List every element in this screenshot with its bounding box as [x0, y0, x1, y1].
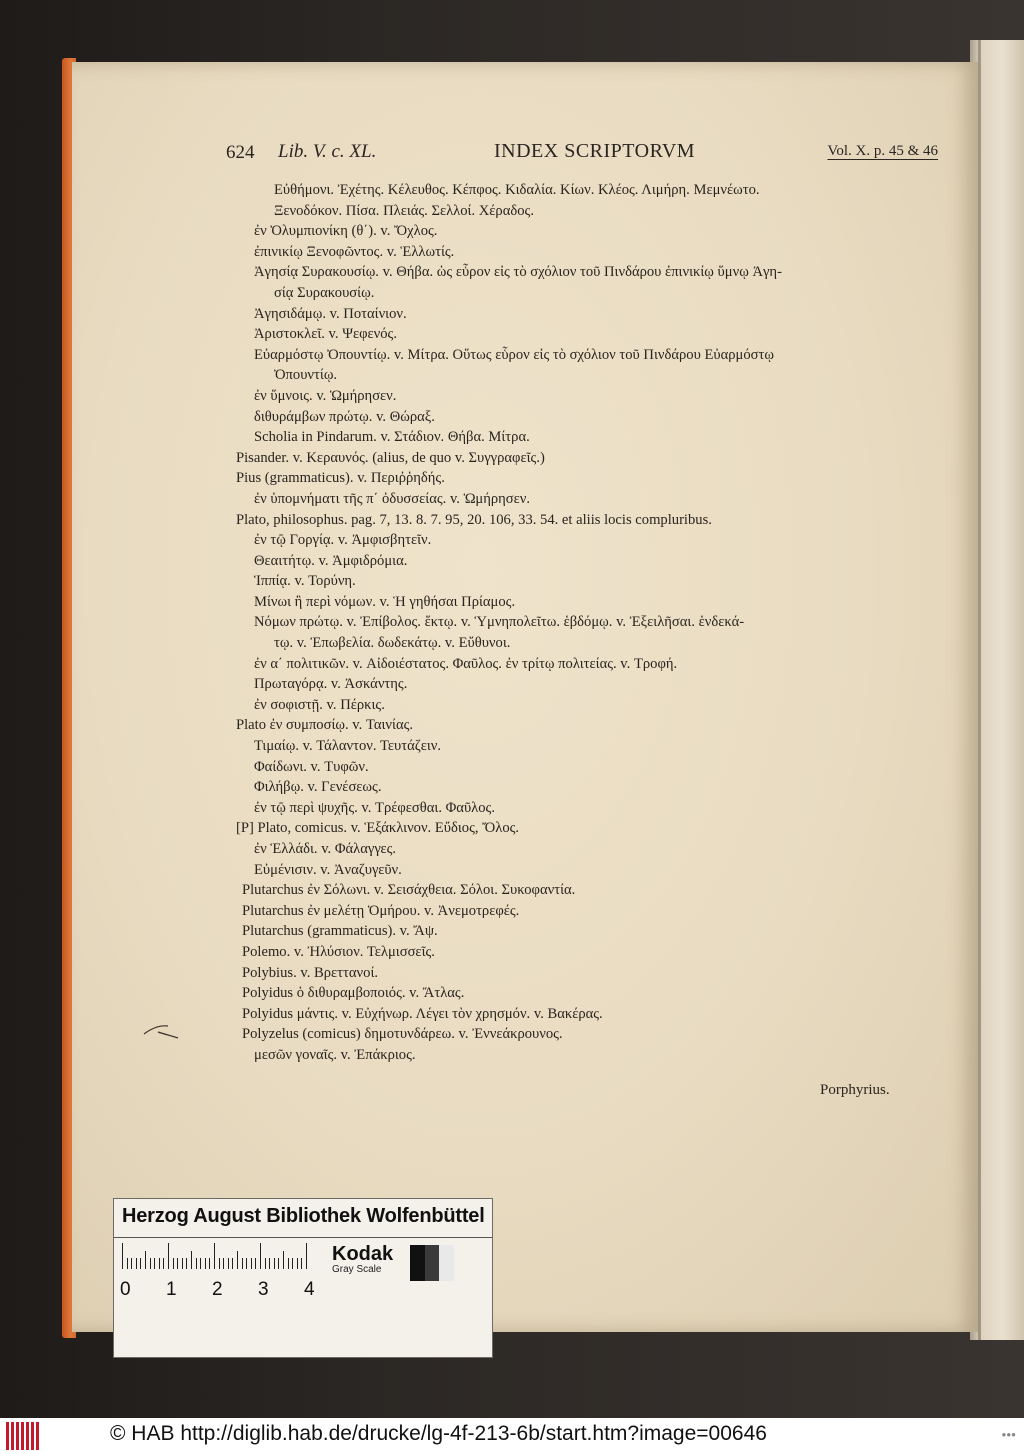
index-line: Ἱππίᾳ. v. Τορύνη. — [254, 573, 356, 590]
index-line: Plutarchus ἐν μελέτῃ Ὁμήρου. v. Ἀνεμοτρεφές. — [242, 902, 520, 919]
index-line: ἐν ὕμνοις. v. Ὡμήρησεν. — [254, 387, 397, 404]
kodak-subtitle: Gray Scale — [332, 1264, 382, 1275]
index-line: ἐν α΄ πολιτικῶν. v. Αἰδοιέστατος. Φαῦλος. ἐν τρίτῳ πολιτείας. v. Τροφή. — [254, 655, 678, 672]
index-line: Ὀπουντίῳ. — [274, 367, 338, 384]
ruler-tick — [274, 1258, 275, 1269]
index-line: Polemo. v. Ἠλύσιον. Τελμισσεῖς. — [242, 943, 435, 960]
index-line: Θεαιτήτῳ. v. Ἀμφιδρόμια. — [254, 552, 408, 569]
index-line: ἐν ὑπομνήματι τῆς π΄ ὀδυσσείας. v. Ὡμήρησεν. — [254, 490, 531, 507]
ruler-tick — [209, 1258, 210, 1269]
ruler-tick — [255, 1258, 256, 1269]
ruler-number: 4 — [304, 1279, 315, 1300]
ruler-number: 0 — [120, 1279, 131, 1300]
ruler-tick — [265, 1258, 266, 1269]
index-line: Εὐμένισιν. v. Ἀναζυγεῦν. — [254, 861, 402, 878]
ruler-tick — [186, 1258, 187, 1269]
gray-swatches — [410, 1245, 454, 1281]
index-line: Εὐθήμονι. Ἐχέτης. Κέλευθος. Κέπφος. Κιδαλία. Κίων. Κλέος. Λιμήρη. Μεμνέωτο. — [274, 182, 760, 198]
ruler-tick — [283, 1251, 284, 1269]
ruler-tick — [246, 1258, 247, 1269]
ruler-tick — [214, 1243, 215, 1269]
ruler-tick — [242, 1258, 243, 1269]
ruler-tick — [269, 1258, 270, 1269]
ruler-tick — [251, 1258, 252, 1269]
index-line: Εὐαρμόστῳ Ὀπουντίῳ. v. Μίτρα. Οὕτως εὗρον εἰς τὸ σχόλιον τοῦ Πινδάρου Εὐαρμόστῳ — [254, 346, 774, 363]
index-line: ἐν τῷ Γοργίᾳ. v. Ἀμφισβητεῖν. — [254, 532, 432, 549]
ruler-tick — [200, 1258, 201, 1269]
copyright-url: © HAB http://diglib.hab.de/drucke/lg-4f-213-6b/start.htm?image=00646 — [110, 1422, 767, 1445]
ruler-tick — [154, 1258, 155, 1269]
ruler-tick — [173, 1258, 174, 1269]
ruler-tick — [131, 1258, 132, 1269]
ruler-tick — [140, 1258, 141, 1269]
ruler-tick — [177, 1258, 178, 1269]
ruler-tick — [237, 1251, 238, 1269]
index-line: Ἀγησίᾳ Συρακουσίῳ. v. Θήβα. ὡς εὗρον εἰς τὸ σχόλιον τοῦ Πινδάρου ἐπινικίῳ ὕμνῳ Ἀγη- — [254, 264, 782, 281]
ruler-tick — [145, 1251, 146, 1269]
index-line: Μίνωι ἢ περὶ νόμων. v. Ἡ γηθήσαι Πρίαμος. — [254, 593, 516, 610]
ruler-tick — [306, 1243, 307, 1269]
index-line: Scholia in Pindarum. v. Στάδιον. Θήβα. Μίτρα. — [254, 429, 530, 446]
index-line: Φιλήβῳ. v. Γενέσεως. — [254, 779, 382, 796]
library-name: Herzog August Bibliothek Wolfenbüttel — [122, 1205, 485, 1227]
index-line: Φαίδωνι. v. Τυφῶν. — [254, 758, 369, 775]
ruler-tick — [278, 1258, 279, 1269]
index-line: τῳ. v. Ἐπωβελία. δωδεκάτῳ. v. Εὔθυνοι. — [274, 635, 511, 652]
index-line: Polyzelus (comicus) δημοτυνδάρεω. v. Ἐννεάκρουνος. — [242, 1026, 563, 1043]
index-line: Plutarchus ἐν Σόλωνι. v. Σεισάχθεια. Σόλοι. Συκοφαντία. — [242, 882, 576, 899]
ruler-number: 2 — [212, 1279, 223, 1300]
index-line: σίᾳ Συρακουσίῳ. — [274, 284, 375, 301]
index-line: Νόμων πρώτῳ. v. Ἐπίβολος. ἕκτῳ. v. Ὑμνηπολεῖτω. ἑβδόμῳ. v. Ἐξειλῆσαι. ἑνδεκά- — [254, 614, 745, 631]
ruler-tick — [136, 1258, 137, 1269]
ruler-tick — [228, 1258, 229, 1269]
index-line: ἐν Ὀλυμπιονίκη (θ΄). v. Ὄχλος. — [254, 223, 438, 240]
facing-page-edge — [970, 40, 1024, 1340]
ruler-tick — [150, 1258, 151, 1269]
ruler-tick — [182, 1258, 183, 1269]
ruler-tick — [191, 1251, 192, 1269]
ruler-tick — [127, 1258, 128, 1269]
index-line: Pisander. v. Κεραυνός. (alius, de quo v. Συγγραφεῖς.) — [236, 449, 545, 466]
index-line: ἐν τῷ περὶ ψυχῆς. v. Τρέφεσθαι. Φαῦλος. — [254, 799, 495, 816]
ruler-tick — [223, 1258, 224, 1269]
ruler-number: 3 — [258, 1279, 269, 1300]
ruler-tick — [168, 1243, 169, 1269]
ruler-tick — [301, 1258, 302, 1269]
volume-reference: Vol. X. p. 45 & 46 — [827, 143, 938, 159]
catchword: Porphyrius. — [820, 1082, 890, 1098]
ruler-tick — [159, 1258, 160, 1269]
ruler-tick — [260, 1243, 261, 1269]
index-line: Plato, philosophus. pag. 7, 13. 8. 7. 95, 20. 106, 33. 54. et aliis locis compluribus. — [236, 511, 712, 528]
ruler-tick — [122, 1243, 123, 1269]
library-color-plate — [113, 1198, 493, 1358]
ruler-tick — [205, 1258, 206, 1269]
ruler-number: 1 — [166, 1279, 177, 1300]
index-line: Plato ἐν συμποσίῳ. v. Ταινίας. — [236, 717, 414, 734]
index-entries — [236, 180, 936, 1066]
ruler-tick — [297, 1258, 298, 1269]
index-line: [P] Plato, comicus. v. Ἑξάκλινον. Εὔδιος, Ὄλος. — [236, 820, 520, 837]
index-line: Polybius. v. Βρεττανοί. — [242, 964, 379, 981]
page-number: 624 — [226, 142, 255, 163]
index-line: μεσῶν γοναῖς. v. Ἐπάκριος. — [254, 1046, 416, 1063]
index-line: ἐπινικίῳ Ξενοφῶντος. v. Ἑλλωτίς. — [254, 243, 455, 260]
margin-pen-mark — [142, 1022, 180, 1040]
ruler-tick — [232, 1258, 233, 1269]
ruler-tick — [219, 1258, 220, 1269]
ruler-tick — [163, 1258, 164, 1269]
index-line: Τιμαίῳ. v. Τάλαντον. Τευτάζειν. — [254, 738, 442, 755]
footer-bar — [0, 1418, 1024, 1454]
index-line: διθυράμβων πρώτῳ. v. Θώραξ. — [254, 408, 435, 425]
hab-logo-icon — [6, 1422, 44, 1450]
index-line: Ξενοδόκον. Πίσα. Πλειάς. Σελλοί. Χέραδος. — [274, 202, 534, 219]
index-line: ἐν Ἑλλάδι. v. Φάλαγγες. — [254, 841, 397, 857]
index-line: Plutarchus (grammaticus). v. Ἄψ. — [242, 923, 438, 940]
index-line: Πρωταγόρᾳ. v. Ἀσκάντης. — [254, 676, 408, 693]
index-line: Polyidus ὁ διθυραμβοποιός. v. Ἄτλας. — [242, 985, 465, 1002]
section-label: Lib. V. c. XL. — [278, 141, 377, 162]
index-line: Ἀριστοκλεῖ. v. Ψεφενός. — [254, 326, 397, 343]
ruler-tick — [196, 1258, 197, 1269]
kodak-brand: Kodak — [332, 1243, 394, 1265]
corner-mark: ●●● — [1001, 1430, 1016, 1439]
index-line: ἐν σοφιστῇ. v. Πέρκις. — [254, 696, 385, 713]
ruler-tick — [292, 1258, 293, 1269]
index-line: Pius (grammaticus). v. Περιῤῥηδής. — [236, 470, 445, 487]
page-title: INDEX SCRIPTORVM — [494, 140, 696, 162]
ruler-scale — [120, 1243, 315, 1300]
kodak-label — [332, 1243, 393, 1275]
running-header — [226, 138, 938, 168]
ruler-tick — [288, 1258, 289, 1269]
index-line: Ἀγησιδάμῳ. v. Ποταίνιον. — [254, 305, 407, 322]
index-line: Polyidus μάντις. v. Εὐχήνωρ. Λέγει τὸν χρησμόν. v. Βακέρας. — [242, 1005, 603, 1022]
